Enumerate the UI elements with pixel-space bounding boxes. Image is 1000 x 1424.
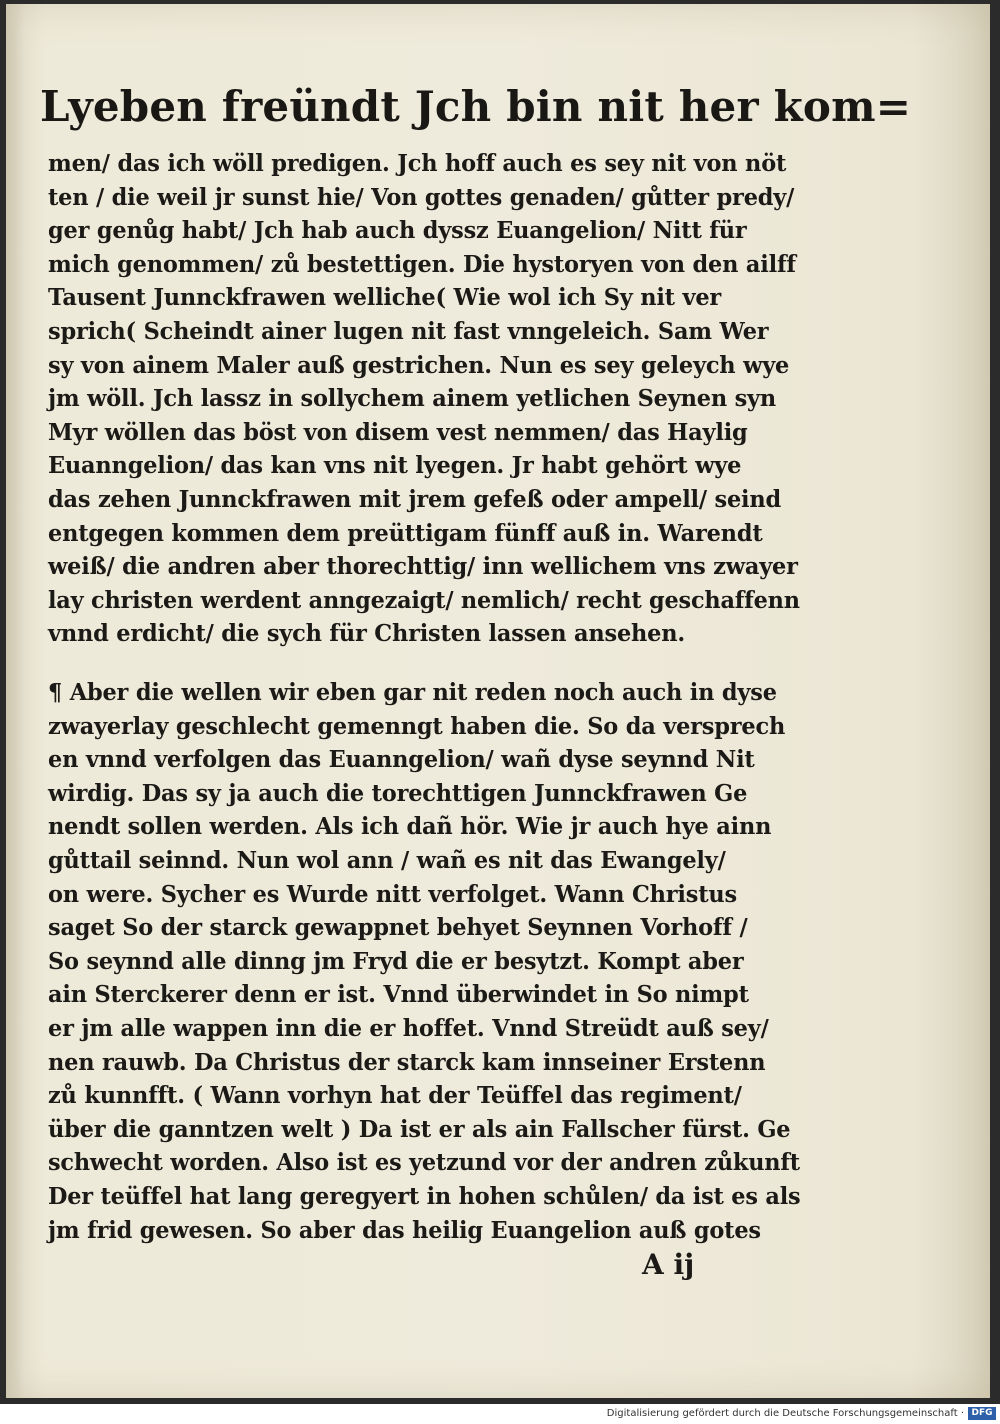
text-line: vnnd erdicht/ die sych für Christen lassen ansehen.: [48, 620, 686, 648]
text-line: gůttail seinnd. Nun wol ann / wañ es nit das Ewangely/: [48, 846, 726, 874]
text-line: das zehen Junnckfrawen mit jrem gefeß oder ampell/ seind: [48, 485, 782, 513]
text-line: schwecht worden. Also ist es yetzund vor der andren zůkunft: [48, 1149, 800, 1177]
footer-bar: [0, 1404, 1000, 1424]
text-line: nen rauwb. Da Christus der starck kam innseiner Erstenn: [48, 1048, 766, 1076]
text-line: ten / die weil jr sunst hie/ Von gottes genaden/ gůtter predy/: [48, 183, 795, 211]
text-line: entgegen kommen dem preüttigam fünff auß in. Warendt: [48, 519, 763, 547]
text-line: jm wöll. Jch lassz in sollychem ainem yetlichen Seynen syn: [48, 385, 777, 413]
text-line: wirdig. Das sy ja auch die torechttigen Junnckfrawen Ge: [48, 779, 748, 807]
dfg-logo-icon: DFG: [968, 1407, 996, 1420]
text-line: lay christen werdent anngezaigt/ nemlich/ recht geschaffenn: [48, 586, 800, 614]
paragraph-2: [48, 676, 818, 1247]
text-line: weiß/ die andren aber thorechttig/ inn wellichem vns zwayer: [48, 553, 798, 581]
page-gutter-shadow: [6, 4, 24, 1398]
text-line: zů kunnfft. ( Wann vorhyn hat der Teüffel das regiment/: [48, 1082, 742, 1110]
text-line: jm frid gewesen. So aber das heilig Euangelion auß gotes: [48, 1216, 761, 1244]
text-line: ¶ Aber die wellen wir eben gar nit reden noch auch in dyse: [48, 679, 777, 706]
signature-mark: A ij: [642, 1248, 695, 1281]
text-line: er jm alle wappen inn die er hoffet. Vnnd Streüdt auß sey/: [48, 1014, 769, 1042]
text-line: saget So der starck gewappnet behyet Seynnen Vorhoff /: [48, 914, 748, 942]
text-line: en vnnd verfolgen das Euanngelion/ wañ dyse seynnd Nit: [48, 746, 755, 774]
opening-line: Lyeben freündt Jch bin nit her kom=: [40, 82, 912, 131]
text-line: zwayerlay geschlecht gemenngt haben die. So da versprech: [48, 712, 786, 740]
text-line: Myr wöllen das böst von disem vest nemmen/ das Haylig: [48, 418, 748, 446]
text-line: ger genůg habt/ Jch hab auch dyssz Euangelion/ Nitt für: [48, 217, 747, 245]
text-line: men/ das ich wöll predigen. Jch hoff auch es sey nit von nöt: [48, 150, 787, 177]
text-line: mich genommen/ zů bestettigen. Die hystoryen von den ailff: [48, 250, 796, 278]
text-line: Der teüffel hat lang geregyert in hohen schůlen/ da ist es als: [48, 1182, 801, 1210]
paragraph-1: [48, 147, 818, 651]
text-line: nendt sollen werden. Als ich dañ hör. Wie jr auch hye ainn: [48, 813, 772, 841]
text-line: Euanngelion/ das kan vns nit lyegen. Jr habt gehört wye: [48, 452, 742, 480]
text-line: über die ganntzen welt ) Da ist er als ain Fallscher fürst. Ge: [48, 1115, 791, 1143]
text-line: on were. Sycher es Wurde nitt verfolget. Wann Christus: [48, 880, 737, 908]
text-line: Tausent Junnckfrawen welliche( Wie wol ich Sy nit ver: [48, 284, 722, 312]
text-line: So seynnd alle dinng jm Fryd die er besytzt. Kompt aber: [48, 947, 744, 975]
text-line: sprich( Scheindt ainer lugen nit fast vnngeleich. Sam Wer: [48, 317, 769, 345]
text-line: sy von ainem Maler auß gestrichen. Nun es sey geleych wye: [48, 351, 790, 379]
funding-credit: Digitalisierung gefördert durch die Deutsche Forschungsgemeinschaft ·: [606, 1408, 964, 1419]
text-line: ain Sterckerer denn er ist. Vnnd überwindet in So nimpt: [48, 981, 749, 1009]
